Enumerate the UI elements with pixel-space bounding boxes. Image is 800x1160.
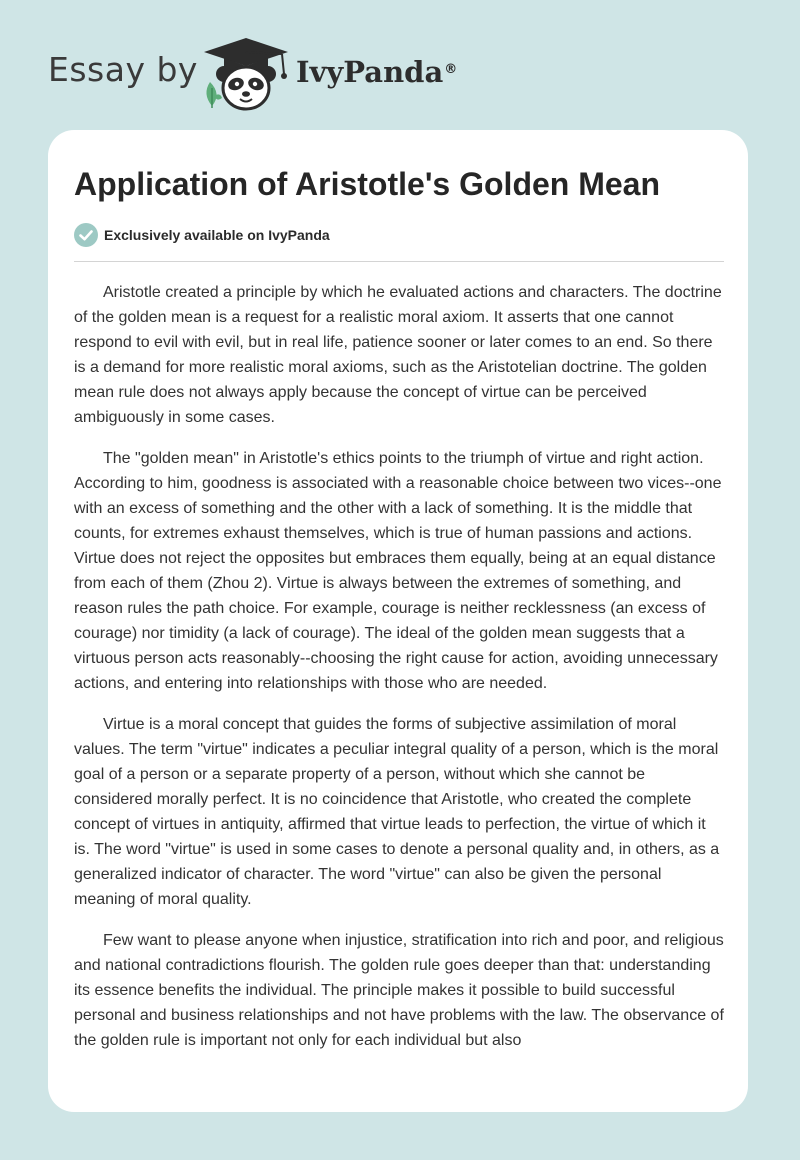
essay-by-label: Essay by: [48, 50, 198, 89]
paragraph-1: Aristotle created a principle by which he evaluated actions and characters. The doctrine of the golden mean is a request for a realistic moral axiom. It asserts that one cannot respond to evil with evil, but in real life, patience sooner or later comes to an end. So there is a demand for more realistic moral axioms, such as the Aristotelian doctrine. The golden mean rule does not always apply because the concept of virtue can be perceived ambiguously in some cases.: [74, 284, 722, 426]
exclusive-badge: [74, 222, 330, 248]
divider: [74, 261, 724, 262]
badge-label: Exclusively available on IvyPanda: [104, 227, 330, 243]
brand-name[interactable]: [296, 52, 457, 92]
check-circle-icon: [74, 223, 98, 247]
paragraph-3: Virtue is a moral concept that guides the forms of subjective assimilation of moral values. The term "virtue" indicates a peculiar integral quality of a person, which is the moral goal of a person or a separate property of a person, without which she cannot be considered morally perfect. It is no coincidence that Aristotle, who created the complete concept of virtues in antiquity, affirmed that virtue leads to perfection, the virtue of which it is. The word "virtue" is used in some cases to denote a personal quality and, in others, as a generalized indicator of character. The word "virtue" can also be given the personal meaning of moral quality.: [74, 716, 720, 908]
essay-body: [74, 280, 726, 1069]
registered-mark: ®: [444, 62, 458, 77]
paragraph-4: Few want to please anyone when injustice, stratification into rich and poor, and religious and national contradictions flourish. The golden rule goes deeper than that: understanding its essence benefits the individual. The principle makes it possible to build successful personal and business relationships and not have problems with the law. The observance of the golden rule is important not only for each individual but also: [74, 932, 724, 1049]
essay-card: [48, 130, 748, 1112]
site-header: [0, 0, 800, 130]
brand-name-text: IvyPanda: [296, 55, 444, 89]
page-title: Application of Aristotle's Golden Mean: [74, 166, 661, 202]
panda-graduate-icon[interactable]: [200, 36, 292, 112]
paragraph-2: The "golden mean" in Aristotle's ethics points to the triumph of virtue and right action. According to him, goodness is associated with a reasonable choice between two vices--one with an excess of something and the other with a lack of something. It is the middle that counts, for extremes exhaust themselves, which is true of human passions and actions. Virtue does not reject the opposites but embraces them equally, being at an equal distance from each of them (Zhou 2). Virtue is always between the extremes of something, and reason rules the path choice. For example, courage is neither recklessness (an excess of courage) nor timidity (a lack of courage). The ideal of the golden mean suggests that a virtuous person acts reasonably--choosing the right cause for action, avoiding unnecessary actions, and entering into relationships with those who are needed.: [74, 450, 722, 692]
